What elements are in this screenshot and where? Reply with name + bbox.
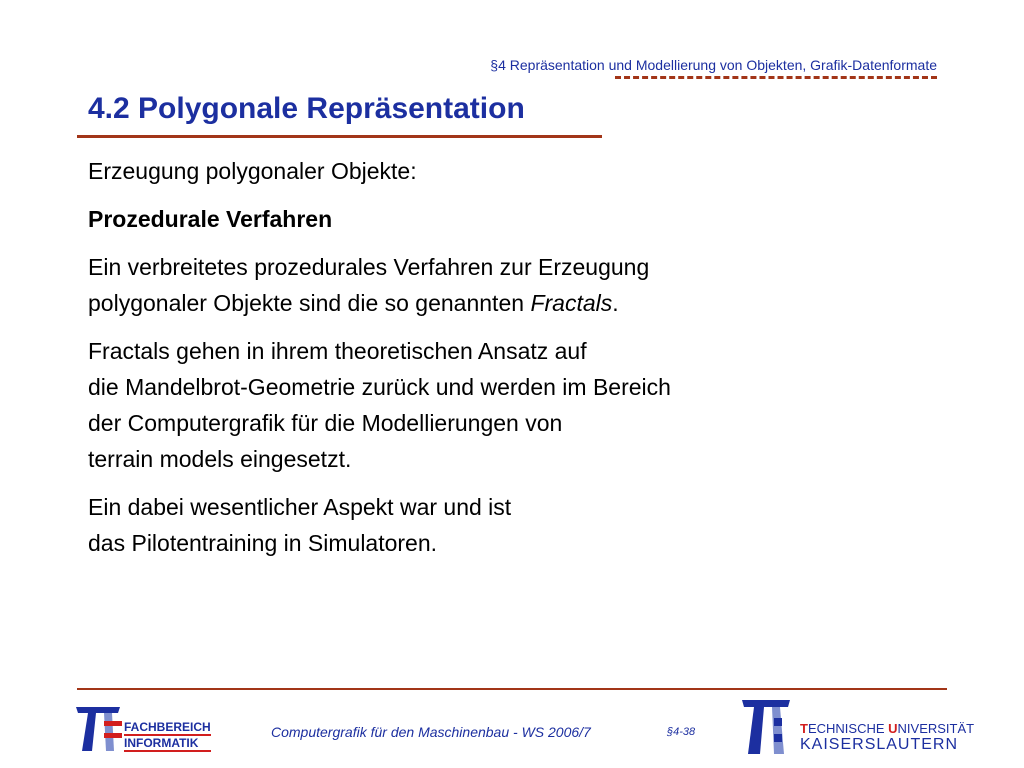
paragraph-pilot-training [88,489,848,561]
page-number: §4-38 [667,726,696,738]
paragraph-line: das Pilotentraining in Simulatoren. [88,530,438,556]
paragraph-line: der Computergrafik für die Modellierungen von [88,410,563,436]
slide-title: 4.2 Polygonale Repräsentation [88,92,525,125]
fachbereich-informatik-logo-icon [74,703,122,753]
chapter-header: §4 Repräsentation und Modellierung von Objekten, Grafik-Datenformate [490,57,937,73]
paragraph-period: . [612,290,619,316]
fractals-term: Fractals [530,290,613,316]
logo-text-line: INFORMATIK [124,734,211,752]
paragraph-line: Fractals gehen in ihrem theoretischen Ansatz auf [88,338,587,364]
paragraph-line: terrain models eingesetzt. [88,446,352,472]
logo-text: NIVERSITÄT [897,721,975,736]
intro-text: Erzeugung polygonaler Objekte: [88,158,417,184]
subheading: Prozedurale Verfahren [88,206,333,232]
course-label: Computergrafik für den Maschinenbau - WS 2006/7 [271,724,591,740]
paragraph-line [88,285,848,321]
paragraph-line: Ein verbreitetes prozedurales Verfahren zur Erzeugung [88,254,650,280]
footer-divider [77,688,947,690]
logo-text-line: FACHBEREICH [124,720,211,734]
paragraph-text: polygonaler Objekte sind die so genannten [88,290,531,316]
tu-kaiserslautern-logo-icon [740,698,796,758]
logo-initial: T [800,721,808,736]
paragraph-fractals-intro [88,249,848,321]
title-underline [77,135,602,138]
paragraph-mandelbrot [88,333,848,477]
header-divider [615,76,937,79]
paragraph-line: Ein dabei wesentlicher Aspekt war und ist [88,494,512,520]
logo-text: ECHNISCHE [807,721,889,736]
logo-text-line [800,722,974,736]
logo-text-line: KAISERSLAUTERN [800,736,959,753]
logo-initial: U [888,721,898,736]
tu-kaiserslautern-label [800,722,974,754]
slide-body [88,153,848,573]
paragraph-line: die Mandelbrot-Geometrie zurück und werden im Bereich [88,374,671,400]
fachbereich-informatik-label [124,720,211,752]
